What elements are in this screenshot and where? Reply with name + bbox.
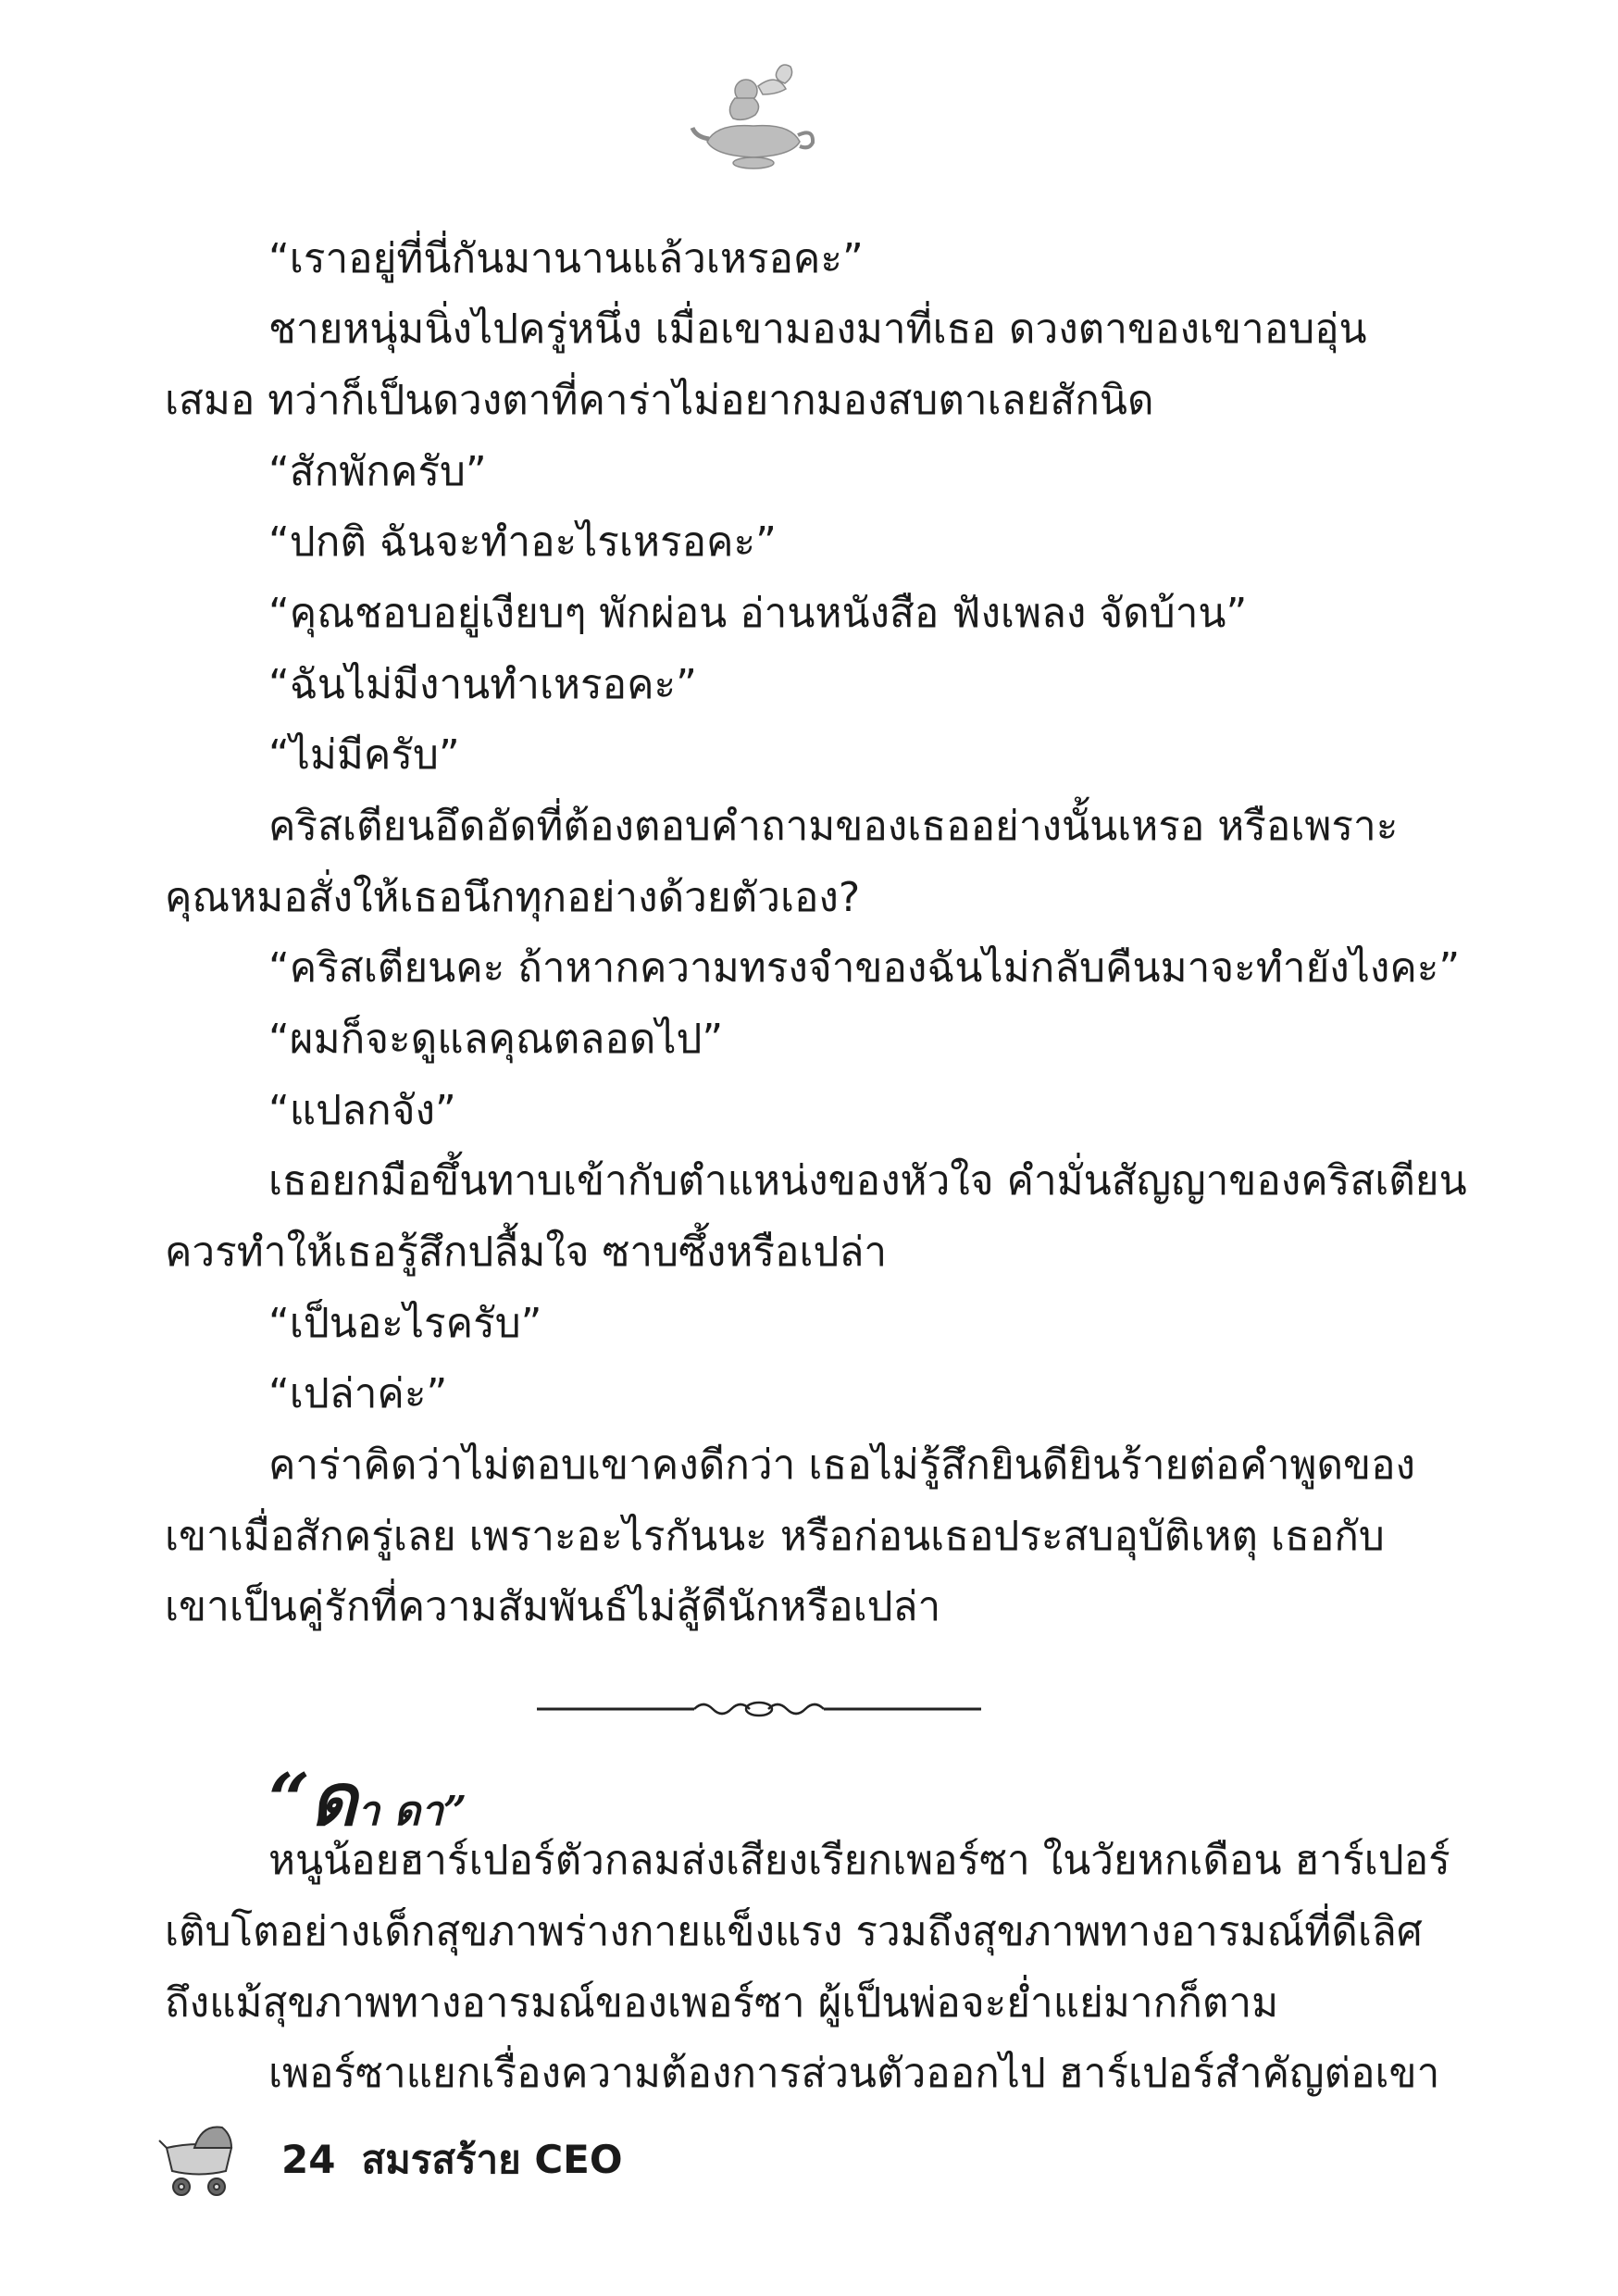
paragraph-line: คริสเตียนอึดอัดที่ต้องตอบคำถามของเธออย่างนั้นเหรอ หรือเพราะ	[268, 803, 1399, 850]
paragraph-line: คาร่าคิดว่าไม่ตอบเขาคงดีกว่า เธอไม่รู้สึกยินดียินร้ายต่อคำพูดของ	[268, 1441, 1416, 1489]
paragraph-line: “ผมก็จะดูแลคุณตลอดไป”	[268, 1016, 724, 1063]
book-title: สมรสร้าย CEO	[361, 2137, 623, 2182]
paragraph-line: “เราอยู่ที่นี่กันมานานแล้วเหรอคะ”	[268, 235, 864, 282]
rope-knot-divider	[537, 1691, 981, 1728]
paragraph-line: “ไม่มีครับ”	[268, 731, 460, 779]
drop-cap: “ด	[268, 1758, 357, 1842]
paragraph-line: เขาเป็นคู่รักที่ความสัมพันธ์ไม่สู้ดีนักหรือเปล่า	[165, 1583, 941, 1630]
paragraph-line: “เป็นอะไรครับ”	[268, 1300, 542, 1347]
paragraph-line: เสมอ ทว่าก็เป็นดวงตาที่คาร่าไม่อยากมองสบตาเลยสักนิด	[165, 377, 1154, 424]
paragraph-line: คุณหมอสั่งให้เธอนึกทุกอย่างด้วยตัวเอง?	[165, 874, 861, 921]
drop-cap-rest: า ดา”	[356, 1788, 467, 1835]
baby-carriage-icon	[157, 2120, 241, 2203]
paragraph-line: ควรทำให้เธอรู้สึกปลื้มใจ ซาบซึ้งหรือเปล่า	[165, 1229, 888, 1276]
paragraph-line: เติบโตอย่างเด็กสุขภาพร่างกายแข็งแรง รวมถึงสุขภาพทางอารมณ์ที่ดีเลิศ	[165, 1908, 1423, 1955]
paragraph-line: เขาเมื่อสักครู่เลย เพราะอะไรกันนะ หรือก่อนเธอประสบอุบัติเหตุ เธอกับ	[165, 1513, 1385, 1560]
paragraph-line: ชายหนุ่มนิ่งไปครู่หนึ่ง เมื่อเขามองมาที่เธอ ดวงตาของเขาอบอุ่น	[268, 306, 1367, 353]
page-number: 24	[281, 2137, 336, 2182]
paragraph-line: “ฉันไม่มีงานทำเหรอคะ”	[268, 661, 697, 708]
paragraph-line: “สักพักครับ”	[268, 448, 487, 495]
teapot-cherub-ornament-icon	[689, 54, 818, 183]
paragraph-line: “คริสเตียนคะ ถ้าหากความทรงจำของฉันไม่กลับคืนมาจะทำยังไงคะ”	[268, 944, 1461, 992]
page-footer	[281, 2129, 649, 2190]
paragraph-line: ถึงแม้สุขภาพทางอารมณ์ของเพอร์ซา ผู้เป็นพ่อจะย่ำแย่มากก็ตาม	[165, 1979, 1279, 2027]
paragraph-line: “คุณชอบอยู่เงียบๆ พักผ่อน อ่านหนังสือ ฟังเพลง จัดบ้าน”	[268, 590, 1248, 637]
paragraph-line: “แปลกจัง”	[268, 1087, 456, 1134]
paragraph-line: “เปล่าค่ะ”	[268, 1370, 448, 1417]
paragraph-line: เพอร์ซาแยกเรื่องความต้องการส่วนตัวออกไป ฮาร์เปอร์สำคัญต่อเขา	[268, 2050, 1440, 2097]
paragraph-line: เธอยกมือขึ้นทาบเข้ากับตำแหน่งของหัวใจ คำมั่นสัญญาของคริสเตียน	[268, 1157, 1467, 1204]
paragraph-line: หนูน้อยฮาร์เปอร์ตัวกลมส่งเสียงเรียกเพอร์ซา ในวัยหกเดือน ฮาร์เปอร์	[268, 1837, 1450, 1884]
paragraph-line: “ปกติ ฉันจะทำอะไรเหรอคะ”	[268, 518, 777, 566]
section-opening-dialogue	[268, 1742, 467, 1842]
